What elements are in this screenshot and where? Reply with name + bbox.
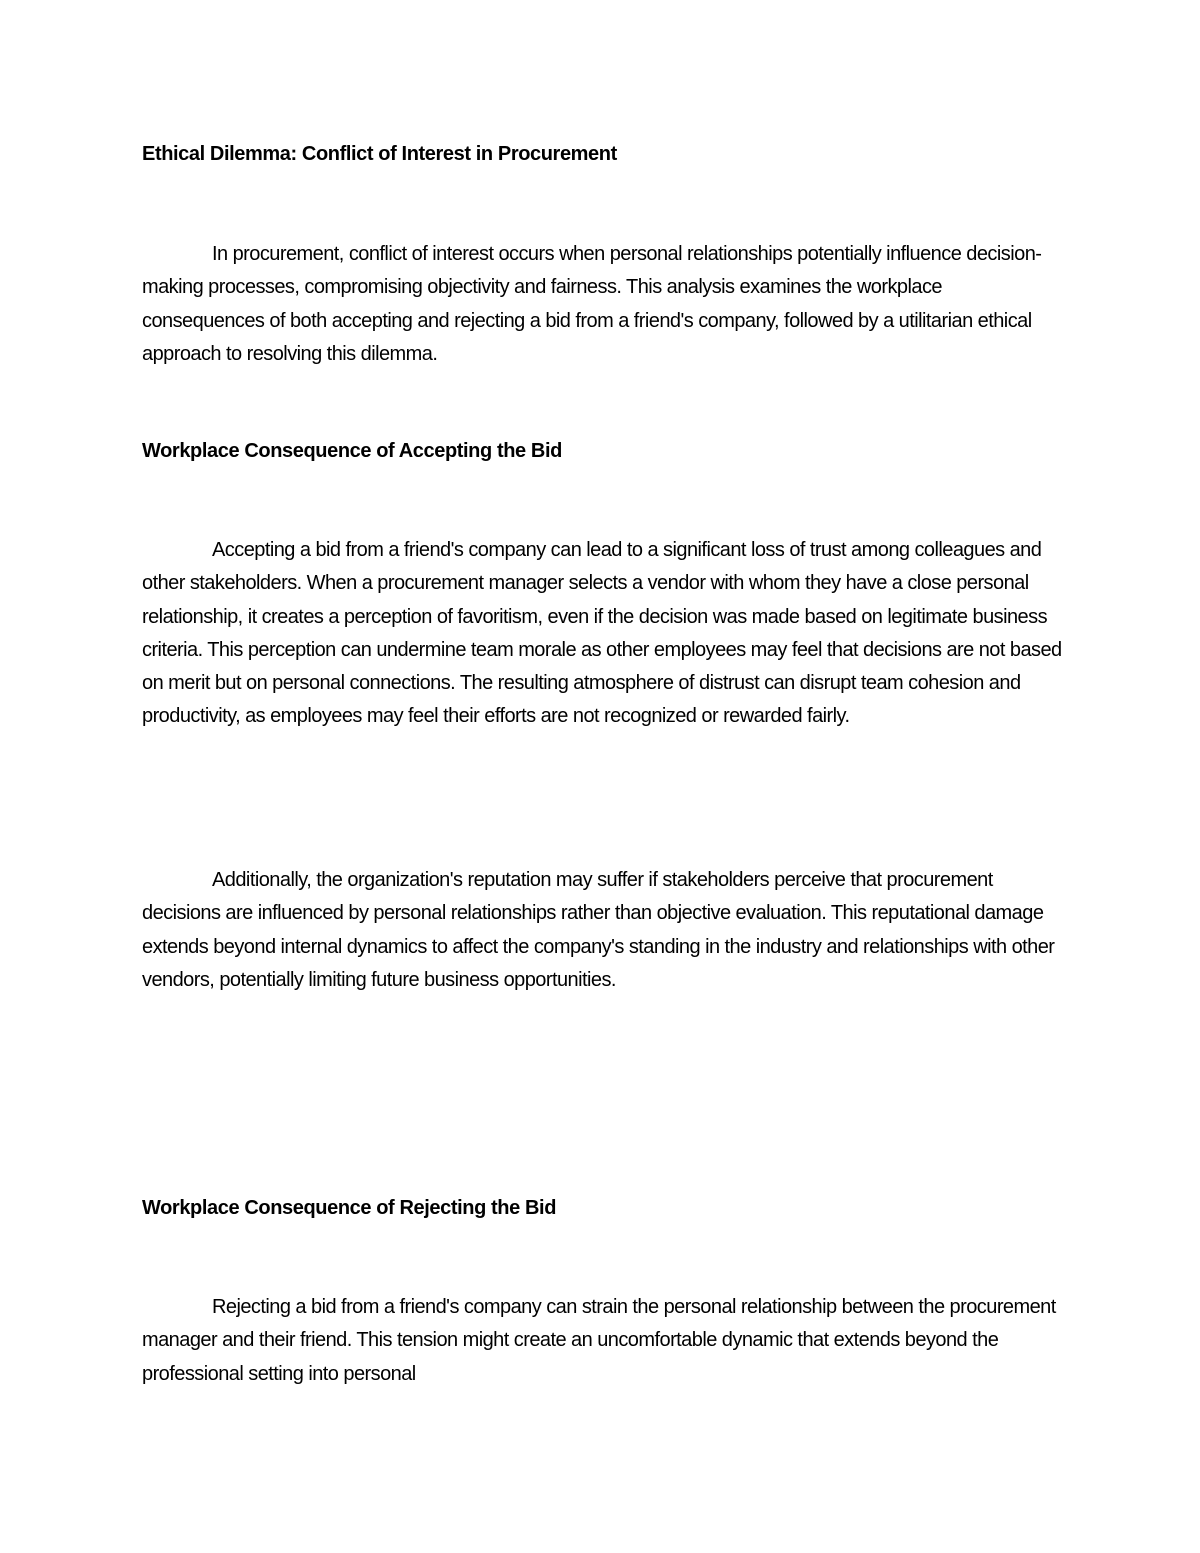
intro-paragraph: In procurement, conflict of interest occurs when personal relationships potentially influence decision-making processes, compromising objectivity and fairness. This analysis examines the workplace consequences of both accepting and rejecting a bid from a friend's company, followed by a utilitarian ethical approach to resolving this dilemma. xyxy=(142,243,1042,365)
rejecting-paragraph-1: Rejecting a bid from a friend's company can strain the personal relationship between the procurement manager and their friend. This tension might create an uncomfortable dynamic that extends beyond the professional setting into personal xyxy=(142,1296,1056,1385)
document-title: Ethical Dilemma: Conflict of Interest in Procurement xyxy=(142,143,617,165)
section-heading-rejecting: Workplace Consequence of Rejecting the Bid xyxy=(142,1197,557,1219)
section-heading-accepting: Workplace Consequence of Accepting the Bid xyxy=(142,440,562,462)
accepting-paragraph-2: Additionally, the organization's reputation may suffer if stakeholders perceive that procurement decisions are influenced by personal relationships rather than objective evaluation. This reputational damage extends beyond internal dynamics to affect the company's standing in the industry and relationships with other vendors, potentially limiting future business opportunities. xyxy=(142,869,1055,991)
accepting-paragraph-1: Accepting a bid from a friend's company can lead to a significant loss of trust among colleagues and other stakeholders. When a procurement manager selects a vendor with whom they have a close personal relationship, it creates a perception of favoritism, even if the decision was made based on legitimate business criteria. This perception can undermine team morale as other employees may feel that decisions are not based on merit but on personal connections. The resulting atmosphere of distrust can disrupt team cohesion and productivity, as employees may feel their efforts are not recognized or rewarded fairly. xyxy=(142,539,1062,728)
